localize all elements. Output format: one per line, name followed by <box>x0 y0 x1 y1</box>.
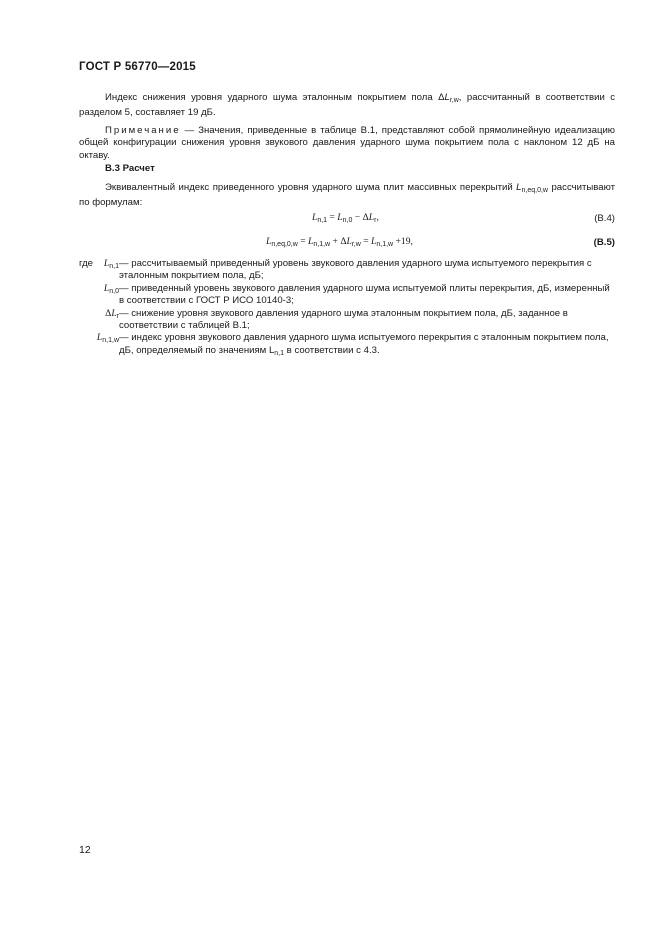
definition-symbol: $L_{n,0}$ <box>103 282 119 295</box>
definition-item: $\Delta L_r$ — снижение уровня звукового давления ударного шума эталонным покрытием пола, дБ, заданное в соответствии с таблицей В.1; <box>105 307 568 332</box>
where-label: где <box>79 258 94 269</box>
equation-number-b4: (В.4) <box>594 213 615 224</box>
equation-number-b5: (В.5) <box>593 237 615 248</box>
paragraph-reference-index: Индекс снижения уровня ударного шума эталонным покрытием пола $\Delta L_{r,w}$, рассчитанный в соответствии с разделом 5, составляет 19 дБ. <box>79 92 615 119</box>
formula-b5: $L_{n,eq,0,w} = L_{n,1,w} + \Delta L_{r,w} = L_{n,1,w} +19$, <box>266 236 413 248</box>
note-label: Примечание <box>105 125 181 136</box>
definition-item: где $L_{n,1}$ — рассчитываемый приведенный уровень звукового давления ударного шума испытуемого перекрытия с эталонным покрытием пола, дБ; <box>79 258 592 282</box>
page-number: 12 <box>79 844 91 856</box>
section-heading: В.3 Расчет <box>105 163 155 174</box>
definition-item: $L_{n,0}$ — приведенный уровень звукового давления ударного шума испытуемой плиты перекрытия, дБ, измеренный в соответствии с ГОСТ Р ИСО 10140-3; <box>103 282 610 307</box>
formula-b4: $L_{n,1} = L_{n,0} - \Delta L_r$, <box>312 212 379 224</box>
definition-symbol: $\Delta L_r$ <box>105 307 119 320</box>
definition-symbol: $L_{n,1}$ <box>103 258 119 270</box>
definition-item: $L_{n,1,w}$ — индекс уровня звукового давления ударного шума испытуемого перекрытия с эталонным покрытием пола, дБ, определяемый по значениям $L_{n,1}$ в соответствии с 4.3. <box>96 332 609 357</box>
document-header: ГОСТ Р 56770—2015 <box>79 61 196 73</box>
definition-symbol: $L_{n,1,w}$ <box>96 332 119 345</box>
definitions-list <box>79 258 615 360</box>
note-text: Значения, приведенные в таблице В.1, представляют собой прямолинейную идеализацию общей конфигурации снижения уровня звукового давления ударного шума покрытием пола с наклоном 12 дБ на октаву. <box>79 125 615 161</box>
paragraph-calculation-intro: Эквивалентный индекс приведенного уровня ударного шума плит массивных перекрытий $L_{n,eq,0,w}$ рассчитывают по формулам: <box>79 182 615 209</box>
note-paragraph: Примечание — Значения, приведенные в таблице В.1, представляют собой прямолинейную идеализацию общей конфигурации снижения уровня звукового давления ударного шума покрытием пола с наклоном 12 дБ на октаву. <box>79 125 615 161</box>
